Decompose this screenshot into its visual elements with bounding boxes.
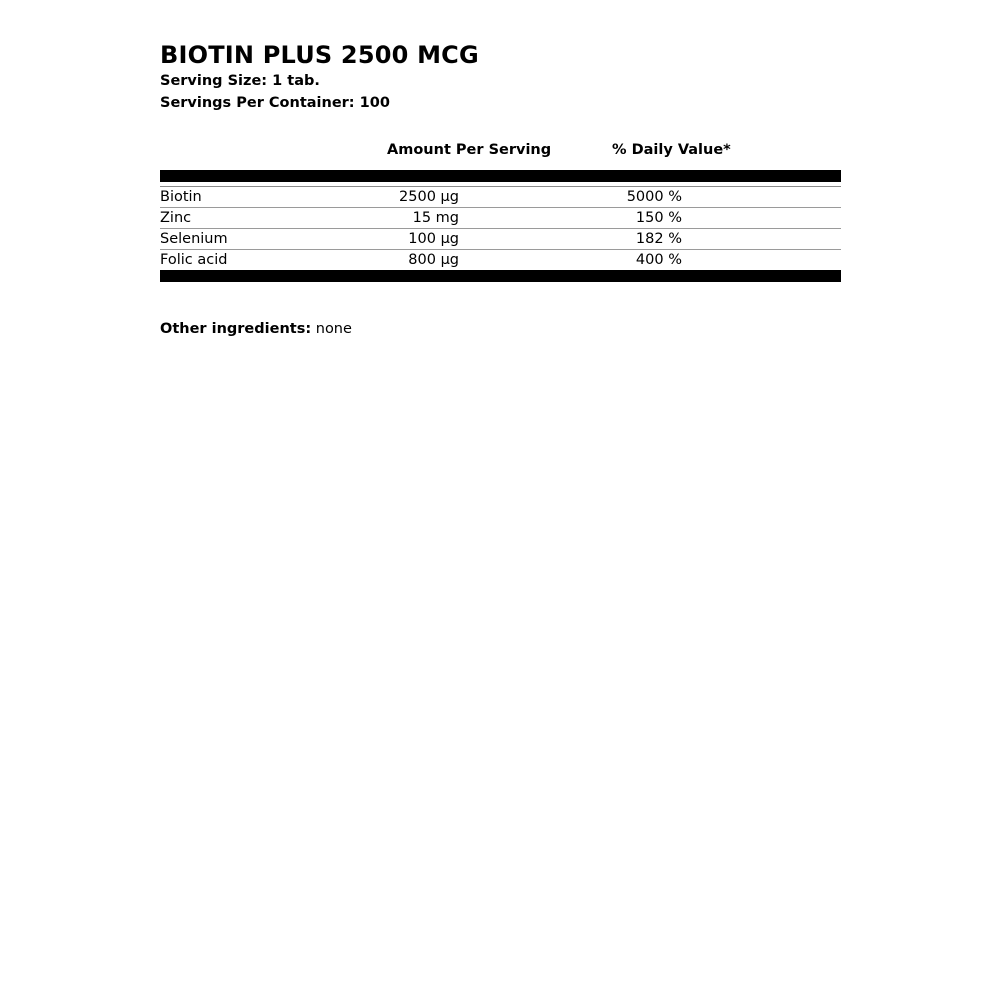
product-title: BIOTIN PLUS 2500 MCG — [160, 41, 479, 69]
table-header — [160, 138, 841, 162]
nutrient-amount: 800 µg — [408, 252, 459, 268]
other-ingredients-value: none — [311, 321, 352, 337]
column-header-daily-value: % Daily Value* — [612, 142, 731, 158]
nutrient-name: Zinc — [160, 210, 192, 226]
nutrient-name: Biotin — [160, 189, 202, 205]
nutrient-amount: 100 µg — [408, 231, 459, 247]
nutrient-amount: 15 mg — [412, 210, 459, 226]
bottom-thick-divider — [160, 270, 841, 282]
supplement-facts-panel — [160, 40, 841, 355]
nutrient-table — [160, 187, 841, 270]
nutrient-daily-value: 5000 % — [626, 189, 682, 205]
nutrient-daily-value: 400 % — [635, 252, 682, 268]
nutrient-amount: 2500 µg — [399, 189, 459, 205]
nutrient-daily-value: 182 % — [635, 231, 682, 247]
serving-size: Serving Size: 1 tab. — [160, 73, 320, 89]
table-row — [160, 208, 841, 229]
servings-per-container: Servings Per Container: 100 — [160, 95, 390, 111]
other-ingredients — [160, 318, 841, 340]
top-thick-divider — [160, 170, 841, 182]
table-row — [160, 250, 841, 270]
table-row — [160, 187, 841, 208]
other-ingredients-label: Other ingredients: — [160, 321, 312, 337]
nutrient-daily-value: 150 % — [635, 210, 682, 226]
nutrient-name: Folic acid — [160, 252, 228, 268]
nutrient-name: Selenium — [160, 231, 228, 247]
column-header-amount: Amount Per Serving — [387, 142, 552, 158]
table-row — [160, 229, 841, 250]
